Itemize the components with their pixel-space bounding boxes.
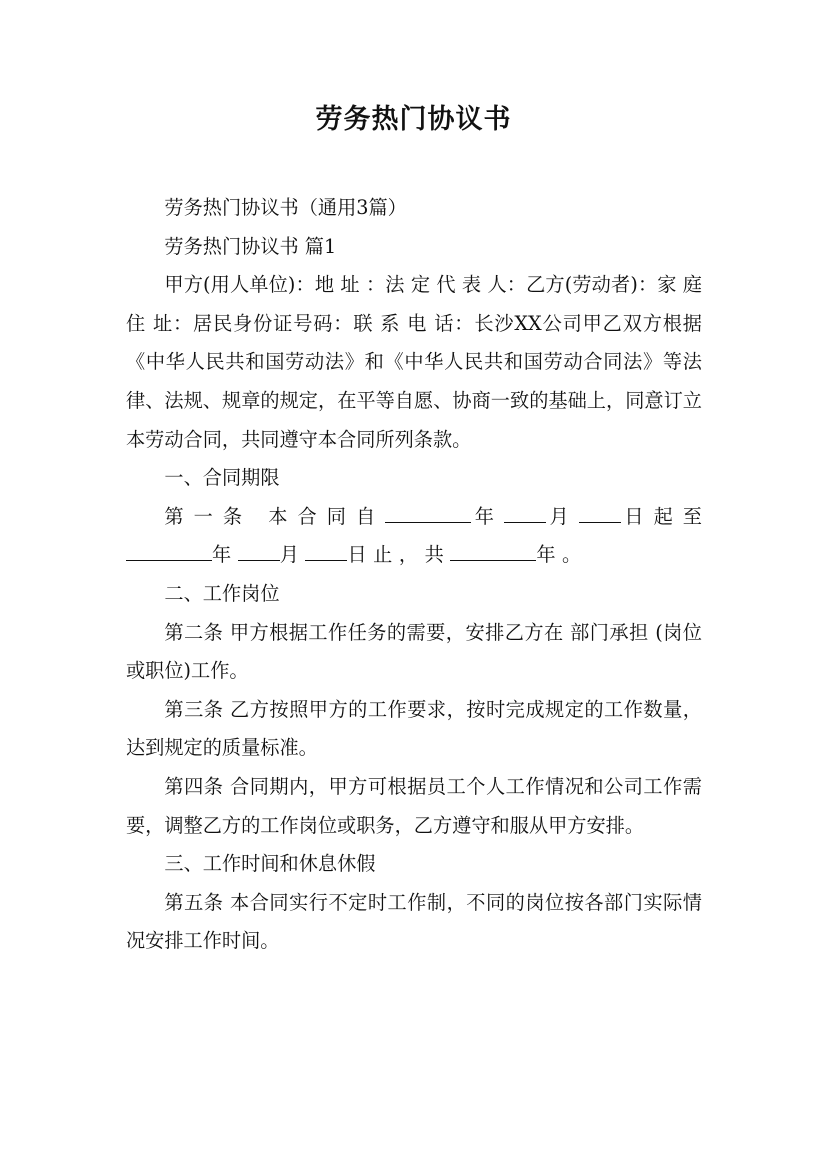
term-years-blank [450, 541, 536, 561]
end-year-blank [126, 541, 212, 561]
article-1-year-3: 年。 [536, 543, 588, 567]
document-title: 劳务热门协议书 [315, 104, 512, 135]
heading-working-hours: 三、工作时间和休息休假 [164, 852, 376, 876]
article-1-day-2: 日止，共 [347, 543, 451, 567]
article-1-month-2: 月 [279, 543, 306, 567]
intro-paragraph: 甲方(用人单位)：地 址 ：法 定 代 表 人：乙方(劳动者)：家 庭 住 址：居民身份证号码：联 系 电 话：长沙XX公司甲乙双方根据《中华人民共和国劳动法》和《中华人民共和国劳动合同法》等法律、法规、规章的规定，在平等自愿、协商一致的基础上，同意订立本劳动合同，共同遵守本合同所列条款。 [126, 273, 702, 451]
article-3: 第三条 乙方按照甲方的工作要求，按时完成规定的工作数量，达到规定的质量标准。 [126, 697, 702, 760]
start-day-blank [579, 503, 621, 523]
heading-contract-term: 一、合同期限 [164, 466, 280, 490]
section-label: 劳务热门协议书 篇1 [164, 234, 337, 258]
document-subtitle: 劳务热门协议书（通用3篇） [164, 196, 407, 219]
document-body [126, 189, 709, 961]
end-month-blank [238, 541, 280, 561]
start-year-blank [385, 503, 471, 523]
article-1-month-1: 月 [546, 504, 579, 528]
article-1-year-1: 年 [471, 504, 505, 528]
article-2: 第二条 甲方根据工作任务的需要，安排乙方在 部门承担 (岗位或职位)工作。 [126, 620, 702, 683]
article-1-part-a: 第一条 本合同自 [164, 504, 386, 528]
article-1-day-1: 日起至 [620, 504, 709, 528]
article-4: 第四条 合同期内，甲方可根据员工个人工作情况和公司工作需要，调整乙方的工作岗位或职务，乙方遵守和服从甲方安排。 [126, 774, 702, 837]
start-month-blank [504, 503, 546, 523]
article-1-year-2: 年 [212, 543, 238, 567]
article-5: 第五条 本合同实行不定时工作制，不同的岗位按各部门实际情况安排工作时间。 [126, 890, 702, 953]
heading-job-position: 二、工作岗位 [164, 581, 280, 605]
article-1 [126, 498, 709, 575]
end-day-blank [305, 541, 347, 561]
